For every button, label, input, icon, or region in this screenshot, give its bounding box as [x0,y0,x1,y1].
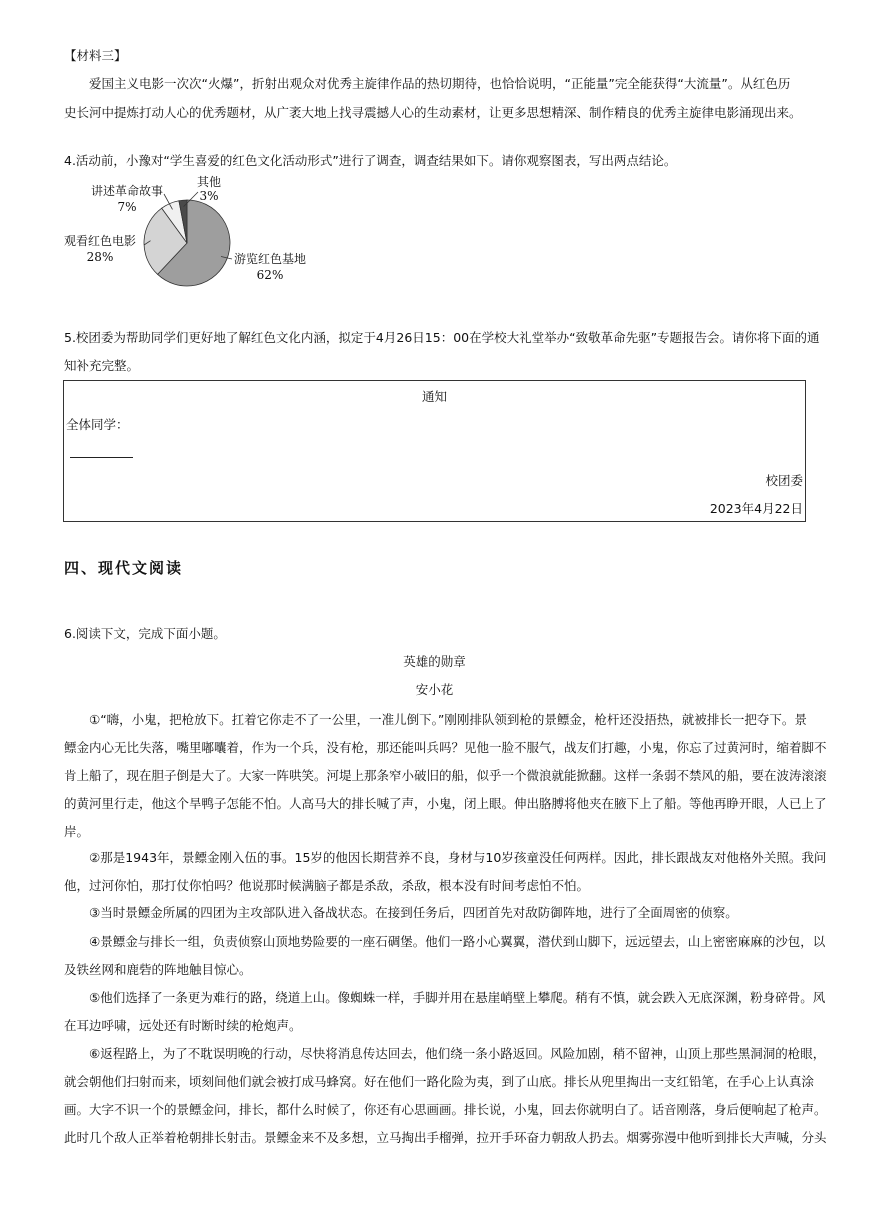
material3-line-2: 史长河中提炼打动人心的优秀题材，从广袤大地上找寻震撼人心的生动素材，让更多思想精深、制作精良的优秀主旋律电影涌现出来。 [64,105,802,120]
article-line: 及铁丝网和鹿砦的阵地触目惊心。 [64,962,252,977]
article-line: 就会朝他们扫射而来，顷刻间他们就会被打成马蜂窝。好在他们一路化险为夷，到了山底。排长从兜里掏出一支红铅笔，在手心上认真涂 [64,1074,815,1089]
section-title: 四、现代文阅读 [64,559,184,577]
pie-value-label-3: 3% [199,189,219,203]
question-4-text: 4.活动前，小豫对“学生喜爱的红色文化活动形式”进行了调查，调查结果如下。请你观察图表，写出两点结论。 [64,153,677,168]
article-line: 他，过河你怕，那打仗你怕吗？他说那时候满脑子都是杀敌，杀敌，根本没有时间考虑怕不怕。 [64,878,590,893]
notice-blank-line[interactable] [70,457,133,458]
question-5-line-1: 5.校团委为帮助同学们更好地了解红色文化内涵，拟定于4月26日15：00在学校大礼堂举办“致敬革命先驱”专题报告会。请你将下面的通 [64,330,820,345]
article-line: 肯上船了，现在胆子倒是大了。大家一阵哄笑。河堤上那条窄小破旧的船，似乎一个微浪就能掀翻。这样一条弱不禁风的船，要在波涛滚滚 [64,768,827,783]
pie-label-0: 游览红色基地 [234,252,307,266]
pie-label-2: 讲述革命故事 [91,184,164,198]
article-line: 岸。 [64,824,90,839]
article-author: 安小花 [415,682,454,697]
article-line: ⑤他们选择了一条更为难行的路，绕道上山。像蜘蛛一样，手脚并用在悬崖峭壁上攀爬。稍有不慎，就会跌入无底深渊，粉身碎骨。风 [89,990,826,1005]
article-line: ④景鳔金与排长一组，负责侦察山顶地势险要的一座石碉堡。他们一路小心翼翼，潜伏到山脚下，远远望去，山上密密麻麻的沙包，以 [89,934,826,949]
pie-value-label-0: 62% [256,268,284,282]
notice-box [63,380,806,522]
notice-title: 通知 [421,389,447,404]
article-line: ③当时景鳔金所属的四团为主攻部队进入备战状态。在接到任务后，四团首先对敌防御阵地，进行了全面周密的侦察。 [89,905,738,920]
pie-slices [144,200,230,286]
article-line: ⑥返程路上，为了不耽误明晚的行动，尽快将消息传达回去，他们绕一条小路返回。风险加剧，稍不留神，山顶上那些黑洞洞的枪眼， [89,1046,826,1061]
article-line: ①“嗨，小鬼，把枪放下。扛着它你走不了一公里，一准儿倒下。”刚刚排队领到枪的景鳔金，枪杆还没捂热，就被排长一把夺下。景 [89,712,807,727]
notice-signature: 校团委 [765,473,803,488]
pie-label-3: 其他 [197,175,222,189]
article-line: 的黄河里行走，他这个旱鸭子怎能不怕。人高马大的排长喊了声，小鬼，闭上眼。伸出胳膊将他夹在腋下上了船。等他再睁开眼，人已上了 [64,796,827,811]
material3-line-1: 爱国主义电影一次次“火爆”，折射出观众对优秀主旋律作品的热切期待，也恰恰说明，“正能量”完全能获得“大流量”。从红色历 [89,76,791,91]
article-line: 在耳边呼啸，远处还有时断时续的枪炮声。 [64,1018,302,1033]
question-6-prompt: 6.阅读下文，完成下面小题。 [64,626,226,641]
pie-chart [60,170,340,300]
pie-value-label-1: 28% [86,250,114,264]
article-line: ②那是1943年，景鳔金刚入伍的事。15岁的他因长期营养不良，身材与10岁孩童没任何两样。因此，排长跟战友对他格外关照。我问 [89,850,827,865]
pie-label-1: 观看红色电影 [64,234,137,248]
article-line: 此时几个敌人正举着枪朝排长射击。景鳔金来不及多想，立马掏出手榴弹，拉开手环奋力朝敌人扔去。烟雾弥漫中他听到排长大声喊，分头 [64,1130,827,1145]
notice-salutation: 全体同学： [66,417,129,432]
pie-value-label-2: 7% [117,200,137,214]
article-line: 鳔金内心无比失落，嘴里嘟囔着，作为一个兵，没有枪，那还能叫兵吗？见他一脸不服气，战友们打趣，小鬼，你忘了过黄河时，缩着脚不 [64,740,827,755]
article-line: 画。大字不识一个的景鳔金问，排长，都什么时候了，你还有心思画画。排长说，小鬼，回去你就明白了。话音刚落，身后便响起了枪声。 [64,1102,827,1117]
question-5-line-2: 知补充完整。 [64,358,140,373]
notice-date: 2023年4月22日 [709,501,803,516]
material3-heading: 【材料三】 [64,48,127,63]
article-title: 英雄的勋章 [403,654,466,669]
